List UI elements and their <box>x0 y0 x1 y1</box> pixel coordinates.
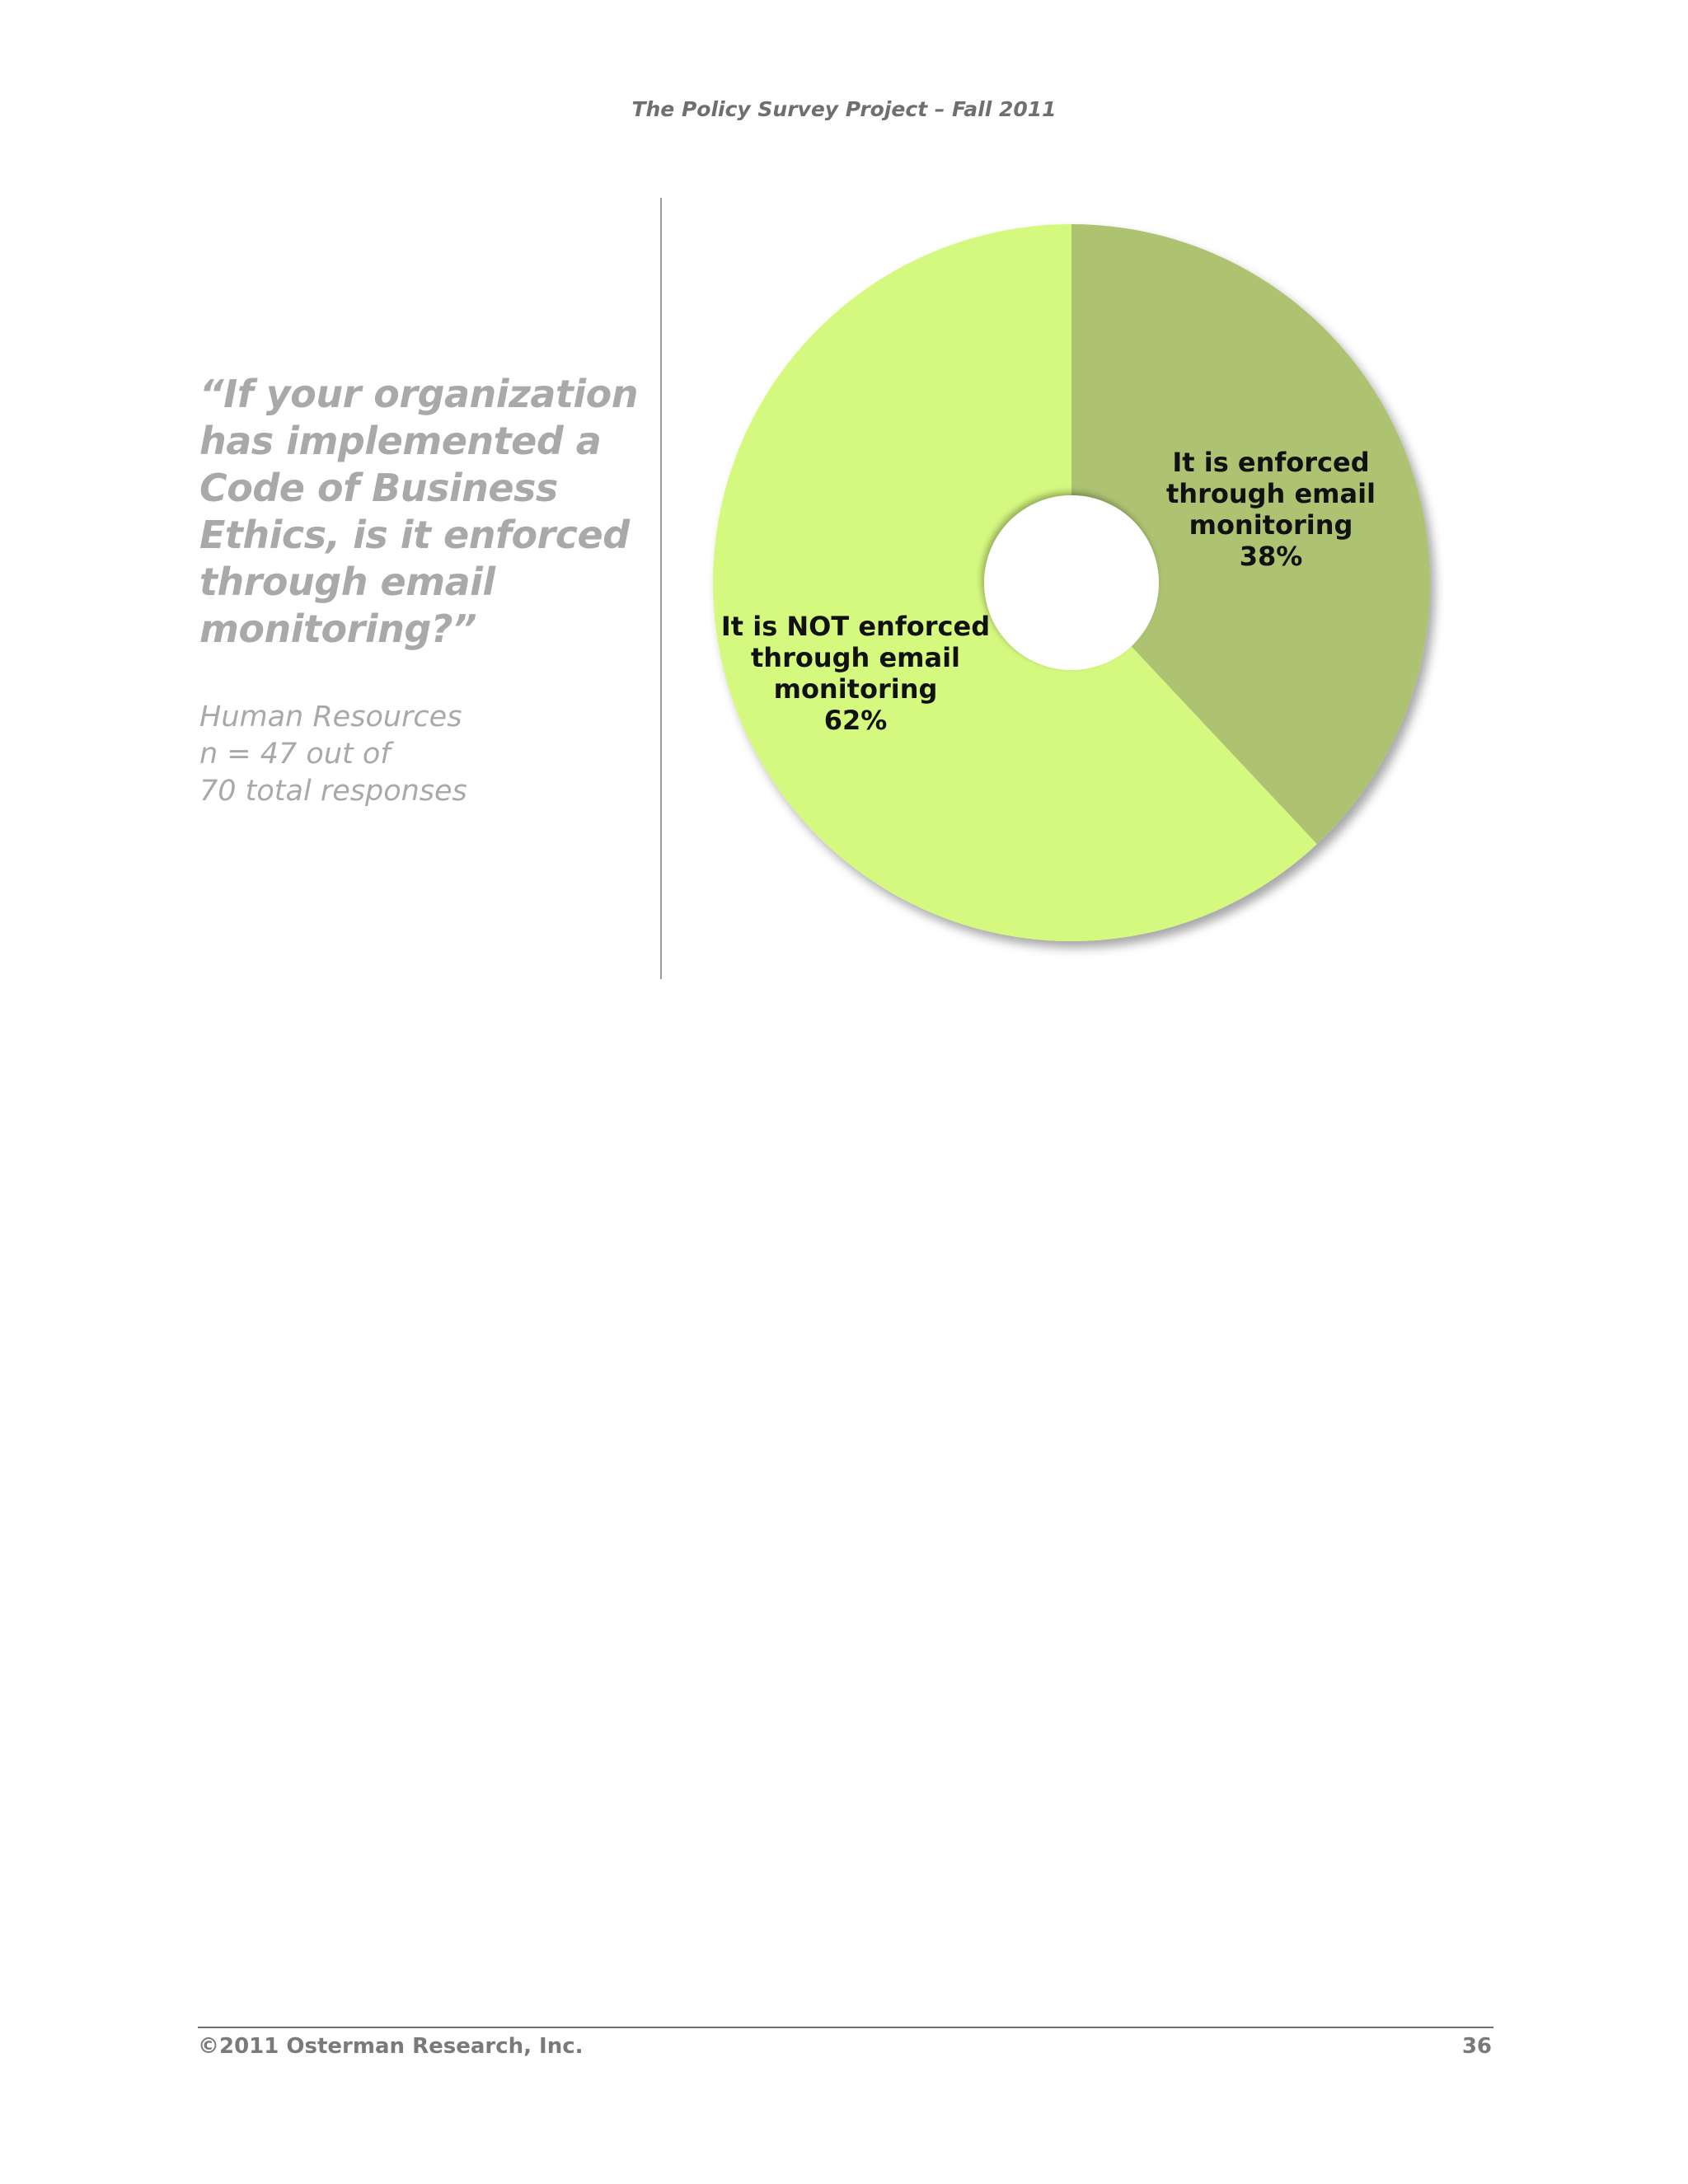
vertical-divider <box>660 198 662 979</box>
question-line: through email <box>199 560 495 604</box>
question-line: Code of Business <box>199 466 558 510</box>
slice-label-line: through email <box>1165 478 1376 509</box>
slice-label-line: monitoring <box>1189 509 1353 541</box>
page-number: 36 <box>1461 2034 1492 2059</box>
question-line: “If your organization <box>199 372 638 416</box>
slice-label-line: through email <box>750 642 961 673</box>
footer-rule <box>198 2027 1493 2028</box>
slice-label-line: 62% <box>823 705 888 736</box>
question-line: monitoring?” <box>199 607 477 651</box>
question-line: Ethics, is it enforced <box>199 513 630 557</box>
meta-line: 70 total responses <box>199 775 467 808</box>
slice-label-line: It is enforced <box>1172 447 1370 478</box>
slice-label-line: 38% <box>1239 541 1303 572</box>
footer-copyright: ©2011 Osterman Research, Inc. <box>198 2034 584 2059</box>
donut-chart <box>696 198 1521 989</box>
page-header: The Policy Survey Project – Fall 2011 <box>631 97 1057 121</box>
donut-hole <box>984 495 1159 670</box>
respondent-info <box>199 699 628 810</box>
meta-line: Human Resources <box>199 701 462 733</box>
slice-label-line: monitoring <box>773 673 938 705</box>
survey-question <box>199 371 661 653</box>
slice-label-line: It is NOT enforced <box>720 611 991 642</box>
question-line: has implemented a <box>199 419 602 463</box>
meta-line: n = 47 out of <box>199 738 391 771</box>
